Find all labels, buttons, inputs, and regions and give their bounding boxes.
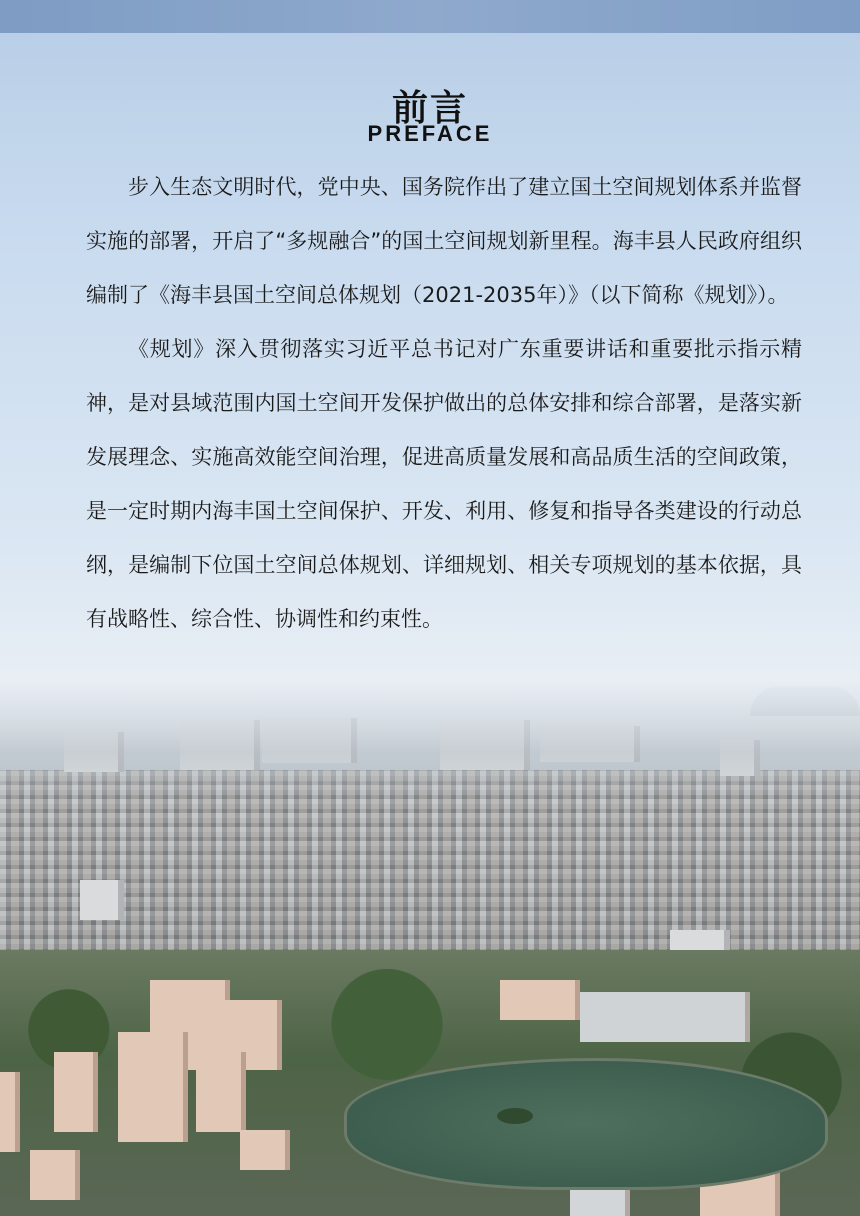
preface-text: [86, 160, 802, 646]
apartment-block: [196, 1052, 246, 1132]
horizon-haze: [0, 680, 860, 800]
page-title: 前言: [391, 88, 468, 129]
apartment-block: [30, 1150, 80, 1200]
building: [80, 880, 124, 920]
city-aerial-photo: [0, 680, 860, 1216]
apartment-block: [240, 1130, 290, 1170]
paragraph-1: 步入生态文明时代，党中央、国务院作出了建立国土空间规划体系并监督实施的部署，开启了“多规融合”的国土空间规划新里程。海丰县人民政府组织编制了《海丰县国土空间总体规划（2021-2035年）》（以下简称《规划》）。: [86, 175, 802, 307]
apartment-block: [0, 1072, 20, 1152]
page-subtitle: PREFACE: [367, 121, 493, 146]
apartment-block: [54, 1052, 98, 1132]
lake: [344, 1058, 828, 1190]
apartment-block: [580, 992, 750, 1042]
apartment-block: [500, 980, 580, 1020]
paragraph-2: 《规划》深入贯彻落实习近平总书记对广东重要讲话和重要批示指示精神，是对县域范围内国土空间开发保护做出的总体安排和综合部署，是落实新发展理念、实施高效能空间治理，促进高质量发展和高品质生活的空间政策，是一定时期内海丰国土空间保护、开发、利用、修复和指导各类建设的行动总纲，是编制下位国土空间总体规划、详细规划、相关专项规划的基本依据，具有战略性、综合性、协调性和约束性。: [86, 337, 802, 631]
apartment-block: [118, 1032, 188, 1142]
lake-island: [497, 1108, 533, 1124]
top-banner: [0, 0, 860, 33]
